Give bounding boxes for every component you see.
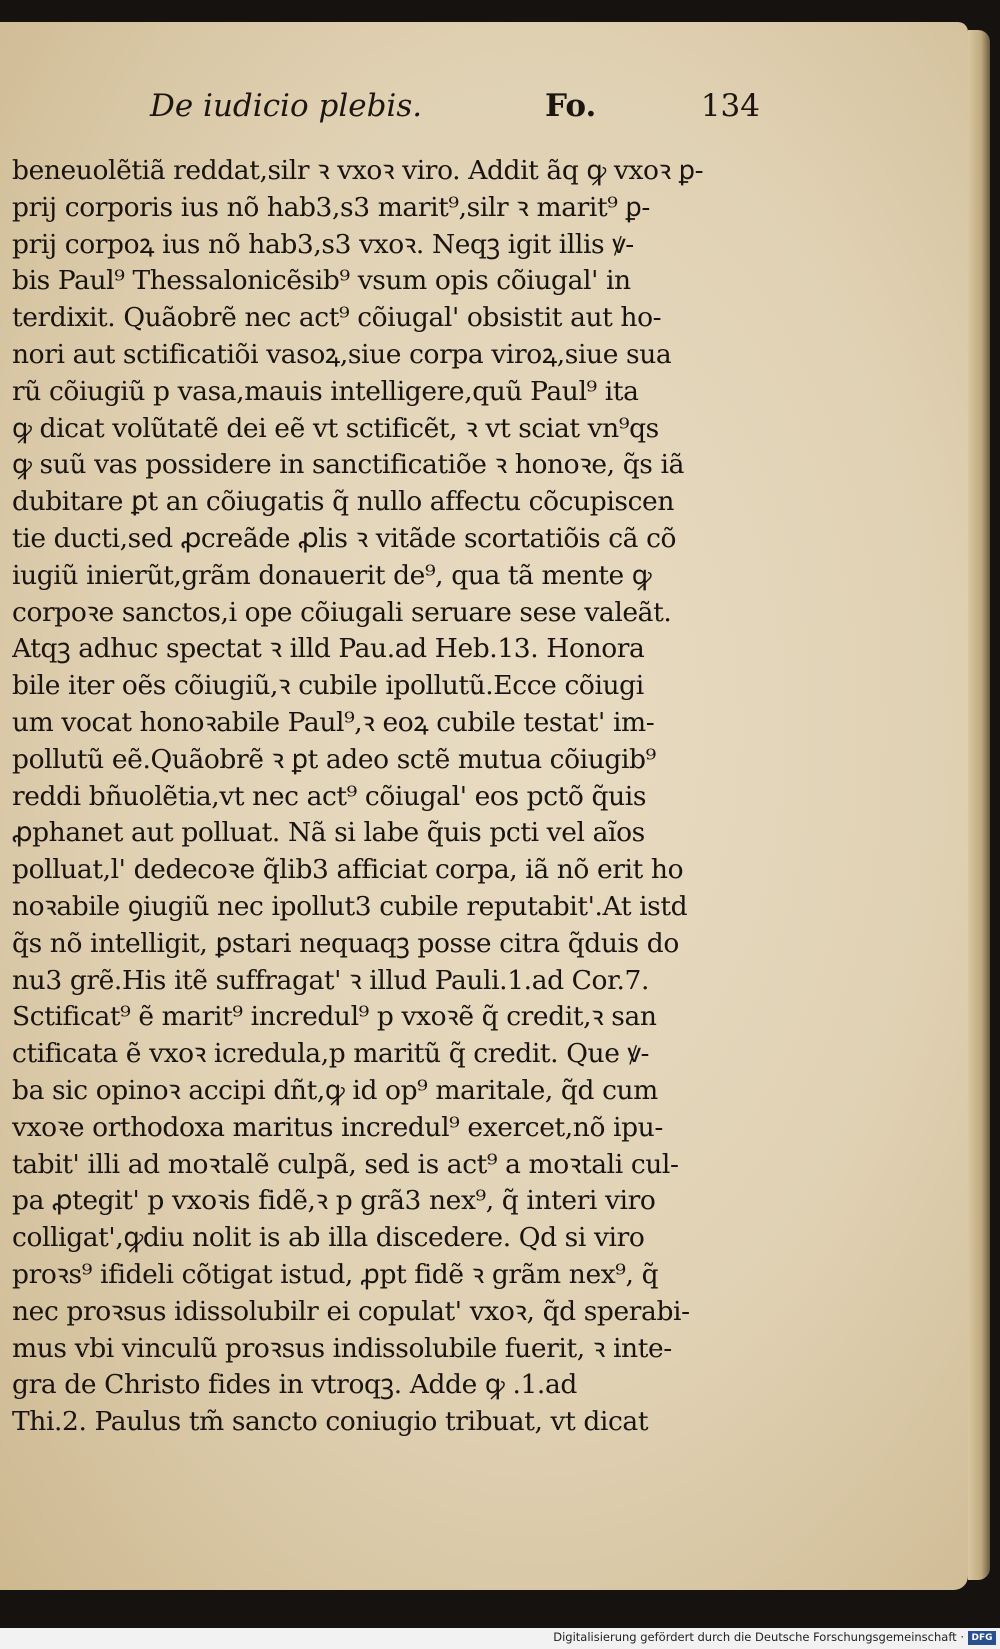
text-line: tie ducti,sed ꝓcreãde ꝓlis ꝛ vitãde scortatiõis cã cõ [12, 522, 677, 554]
folio-label: Fo. [545, 88, 597, 124]
funding-credit: Digitalisierung gefördert durch die Deutsche Forschungsgemeinschaft · [553, 1630, 964, 1644]
folio-number: 134 [700, 88, 760, 124]
text-line: tabit' illi ad moꝛtalẽ culpã, sed is act⁹ a moꝛtali cul- [12, 1148, 679, 1180]
text-line: corpoꝛe sanctos,i ope cõiugali seruare sese valeãt. [12, 596, 672, 628]
book-page [0, 22, 968, 1590]
text-line: Sctificat⁹ ẽ marit⁹ incredul⁹ p vxoꝛẽ q̃ credit,ꝛ san [12, 1001, 657, 1033]
text-line: beneuolẽtiã reddat,silr ꝛ vxoꝛ viro. Addit ãq ꝙ vxoꝛ ꝑ- [12, 155, 704, 186]
text-line: pollutũ eẽ.Quãobrẽ ꝛ ꝑt adeo sctẽ mutua cõiugib⁹ [12, 743, 656, 775]
running-head-title: De iudicio plebis. [150, 88, 423, 124]
text-line: terdixit. Quãobrẽ nec act⁹ cõiugal' obsistit aut ho- [12, 302, 662, 334]
text-line: mus vbi vinculũ proꝛsus indissolubile fuerit, ꝛ inte- [12, 1332, 672, 1364]
text-line: gra de Christo fides in vtroqꝫ. Adde ꝙ .1.ad [12, 1369, 577, 1401]
text-line: bis Paul⁹ Thessalonicẽsib⁹ vsum opis cõiugal' in [12, 265, 631, 297]
footer-bar [0, 1628, 1000, 1649]
text-line: noꝛabile ꝯiugiũ nec ipollut3 cubile reputabit'.At istd [12, 890, 688, 922]
text-line: prij corpoꝝ ius nõ hab3,s3 vxoꝛ. Neqꝫ igit illis ꝟ- [12, 228, 634, 260]
text-line: ꝙ suũ vas possidere in sanctificatiõe ꝛ honoꝛe, q̃s iã [12, 449, 684, 481]
text-line: Atqꝫ adhuc spectat ꝛ illd Pau.ad Heb.13. Honora [12, 633, 645, 665]
text-line: ꝙ dicat volũtatẽ dei eẽ vt sctificẽt, ꝛ vt sciat vn⁹qs [12, 412, 659, 444]
text-line: rũ cõiugiũ p vasa,mauis intelligere,quũ Paul⁹ ita [12, 375, 639, 407]
text-line: ba sic opinoꝛ accipi dñt,ꝙ id op⁹ maritale, q̃d cum [12, 1074, 658, 1106]
text-line: nec proꝛsus idissolubilr ei copulat' vxoꝛ, q̃d sperabi- [12, 1295, 690, 1327]
text-line: um vocat honoꝛabile Paul⁹,ꝛ eoꝝ cubile testat' im- [12, 706, 655, 738]
text-line: pa ꝓtegit' p vxoꝛis fidẽ,ꝛ p grã3 nex⁹, q̃ interi viro [12, 1185, 656, 1217]
text-line: q̃s nõ intelligit, ꝑstari nequaqꝫ posse citra q̃duis do [12, 927, 679, 959]
text-line: polluat,l' dedecoꝛe q̃lib3 afficiat corpa, iã nõ erit ho [12, 854, 684, 886]
text-line: nori aut sctificatiõi vasoꝝ,siue corpa viroꝝ,siue sua [12, 338, 672, 370]
text-line: prij corporis ius nõ hab3,s3 marit⁹,silr ꝛ marit⁹ ꝑ- [12, 191, 650, 223]
text-line: Thi.2. Paulus tm̃ sancto coniugio tribuat, vt dicat [12, 1406, 649, 1438]
dfg-logo: DFG [968, 1631, 996, 1645]
text-line: ctificata ẽ vxoꝛ icredula,p maritũ q̃ credit. Que ꝟ- [12, 1038, 650, 1070]
text-line: colligat',ꝙdiu nolit is ab illa discedere. Qd si viro [12, 1222, 645, 1254]
page-edge [968, 30, 990, 1580]
text-line: dubitare ꝑt an cõiugatis q̃ nullo affectu cõcupiscen [12, 486, 674, 518]
text-line: vxoꝛe orthodoxa maritus incredul⁹ exercet,nõ ipu- [12, 1111, 663, 1143]
text-line: ꝓphanet aut polluat. Nã si labe q̃uis pcti vel aĩos [12, 817, 645, 849]
text-line: nu3 grẽ.His itẽ suffragat' ꝛ illud Pauli.1.ad Cor.7. [12, 964, 649, 996]
text-line: proꝛs⁹ ifideli cõtigat istud, ꝓpt fidẽ ꝛ grãm nex⁹, q̃ [12, 1258, 659, 1290]
text-line: reddi bñuolẽtia,vt nec act⁹ cõiugal' eos pctõ q̃uis [12, 780, 647, 812]
text-line: iugiũ inierũt,grãm donauerit de⁹, qua tã mente ꝙ [12, 559, 652, 591]
text-block [12, 153, 760, 1441]
text-line: bile iter oẽs cõiugiũ,ꝛ cubile ipollutũ.Ecce cõiugi [12, 670, 644, 702]
running-head [150, 88, 760, 132]
